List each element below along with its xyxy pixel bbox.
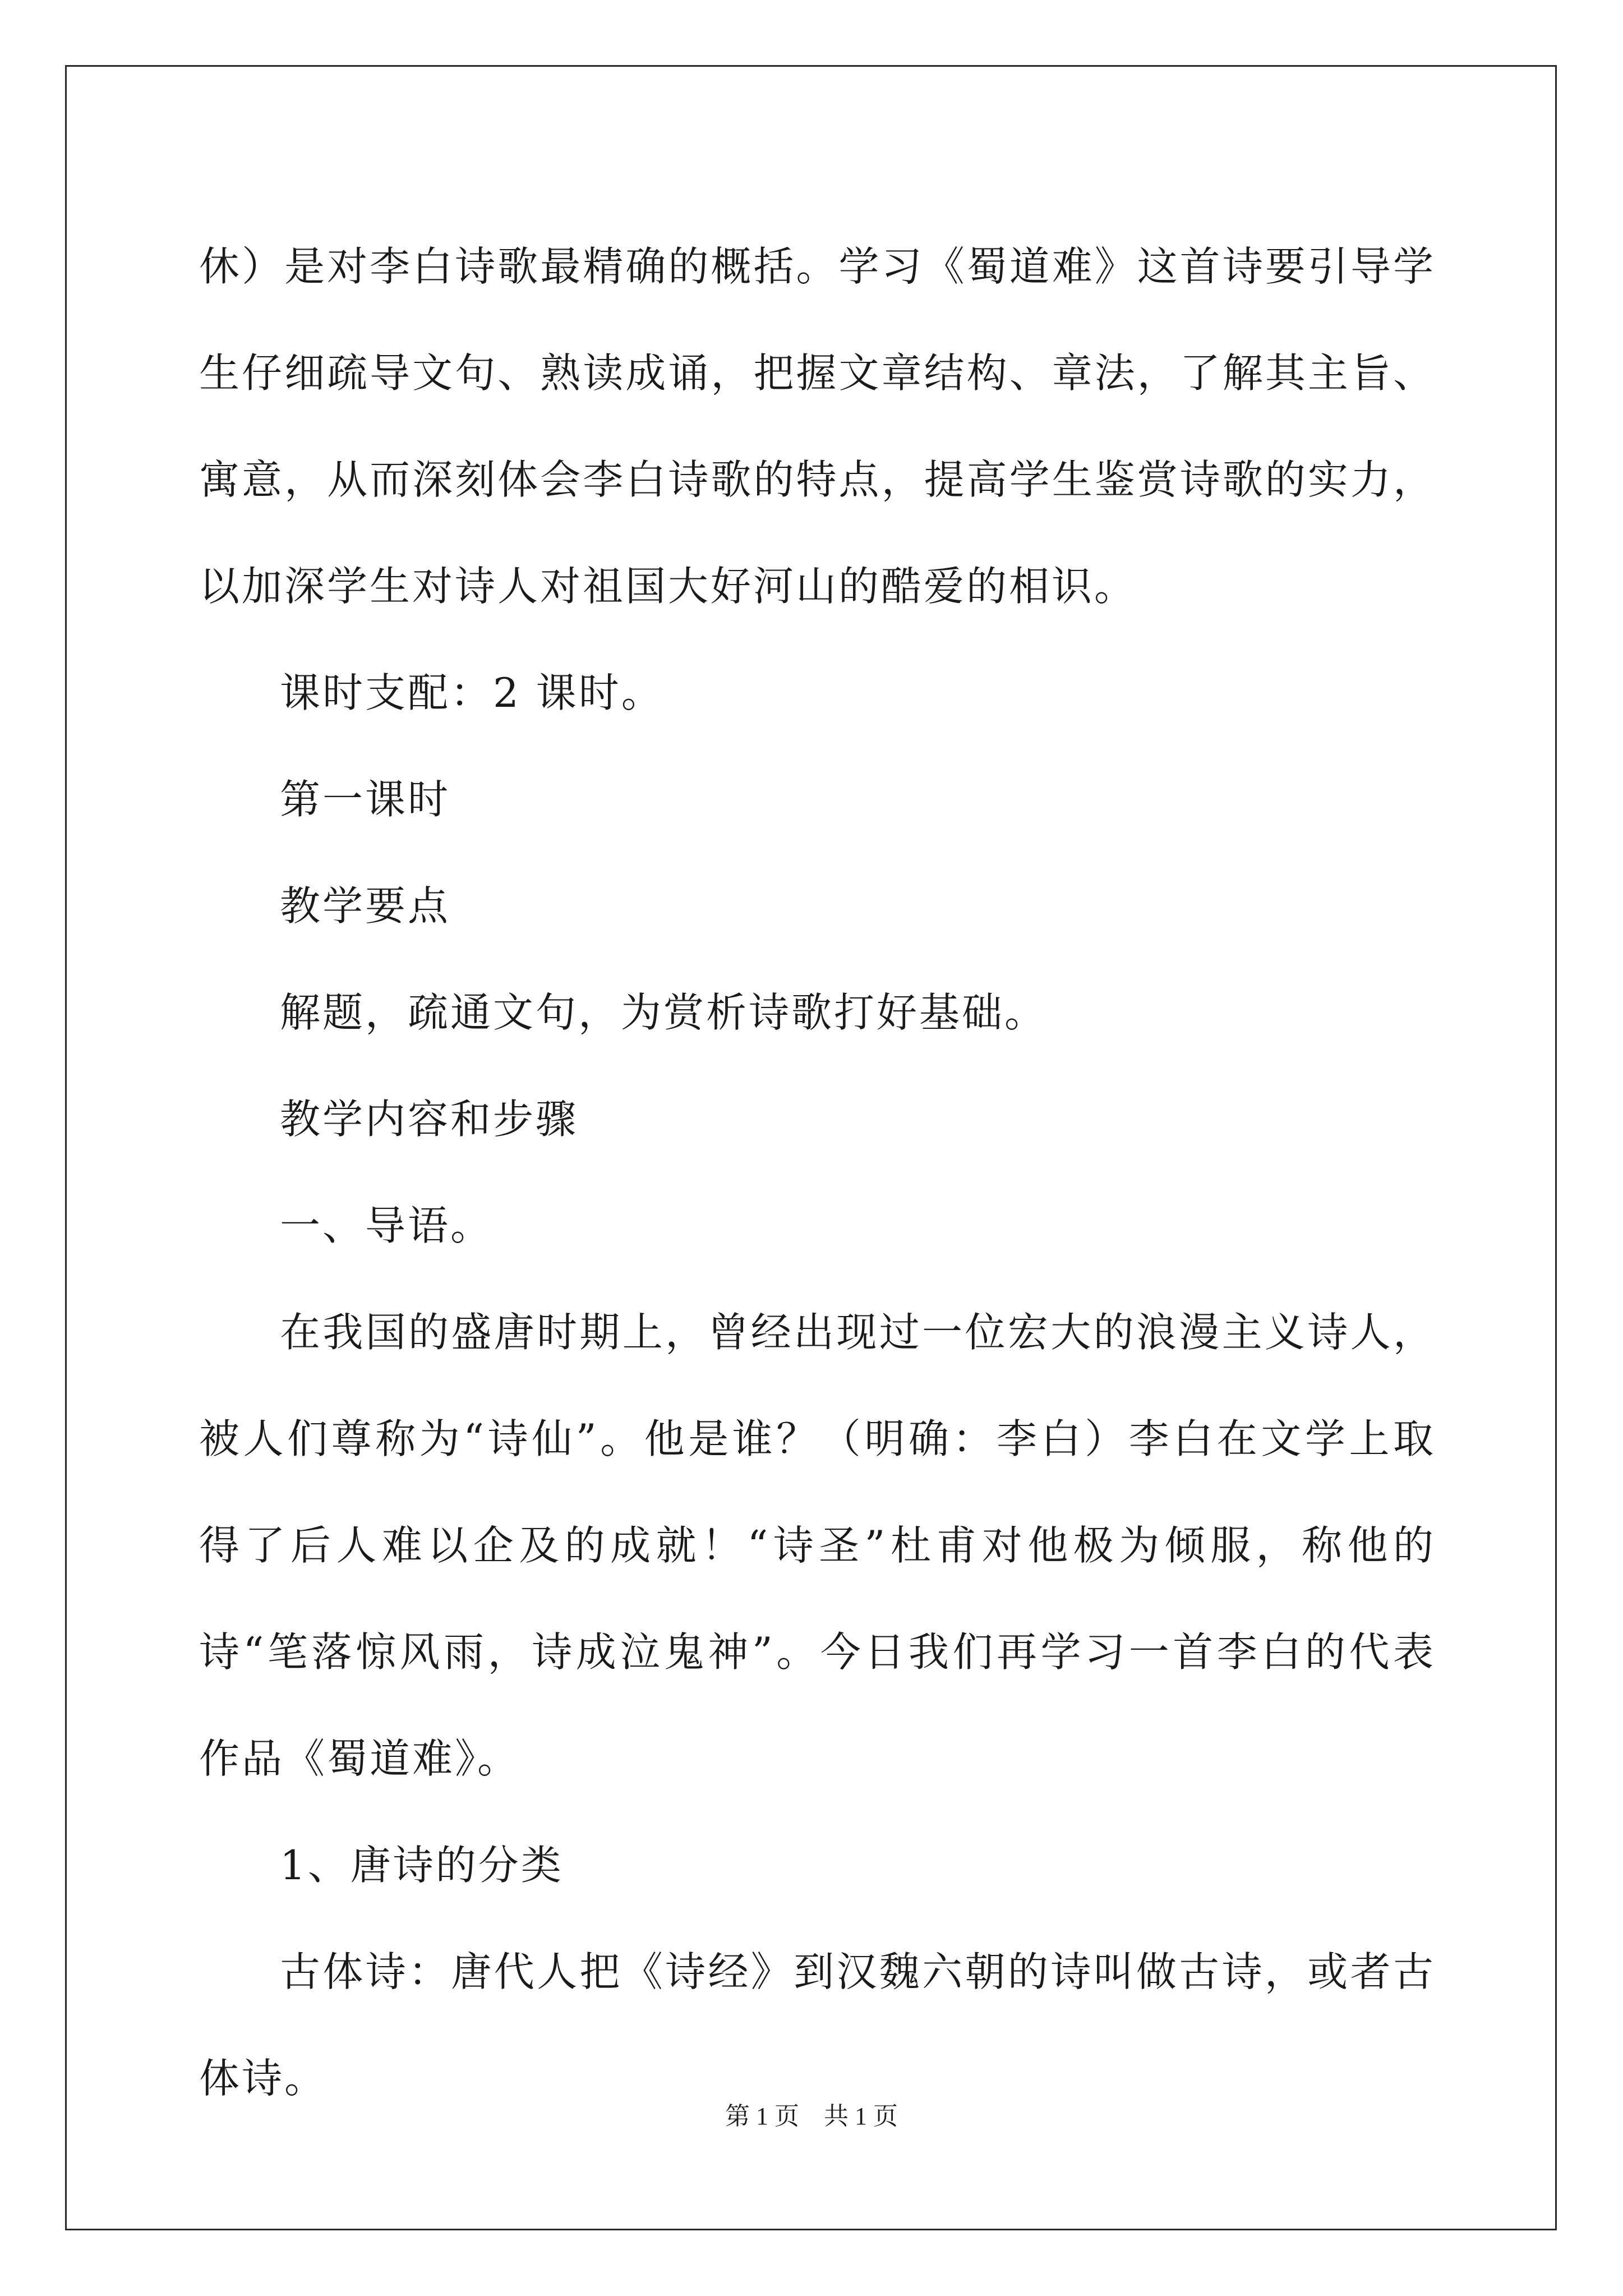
paragraph-teaching-points-heading: 教学要点	[280, 882, 451, 930]
page-number: 第 1 页	[725, 2102, 799, 2130]
paragraph-teaching-points: 解题，疏通文句，为赏析诗歌打好基础。	[280, 989, 1048, 1036]
document-body	[199, 213, 1436, 2132]
page-footer	[0, 2096, 1623, 2132]
paragraph-intro-text: 在我国的盛唐时期上，曾经出现过一位宏大的浪漫主义诗人，被人们尊称为“诗仙”。他是谁？（明确：李白）李白在文学上取得了后人难以企及的成就！“诗圣”杜甫对他极为倾服，称他的诗“笔落惊风雨，诗成泣鬼神”。今日我们再学习一首李白的代表作品《蜀道难》。	[199, 1309, 1436, 1782]
paragraph-tang-poetry-classification: 1、唐诗的分类	[280, 1842, 564, 1889]
paragraph-lesson-time: 课时支配：2 课时。	[280, 669, 664, 716]
page-total: 共 1 页	[824, 2102, 898, 2130]
paragraph-1: 休）是对李白诗歌最精确的概括。学习《蜀道难》这首诗要引导学生仔细疏导文句、熟读成诵，把握文章结构、章法，了解其主旨、寓意，从而深刻体会李白诗歌的特点，提高学生鉴赏诗歌的实力，以加深学生对诗人对祖国大好河山的酷爱的相识。	[199, 243, 1436, 610]
paragraph-intro-heading: 一、导语。	[280, 1202, 494, 1249]
paragraph-content-steps-heading: 教学内容和步骤	[280, 1096, 579, 1143]
paragraph-ancient-poetry: 古体诗：唐代人把《诗经》到汉魏六朝的诗叫做古诗，或者古体诗。	[199, 1948, 1436, 2102]
paragraph-first-lesson: 第一课时	[280, 776, 451, 823]
